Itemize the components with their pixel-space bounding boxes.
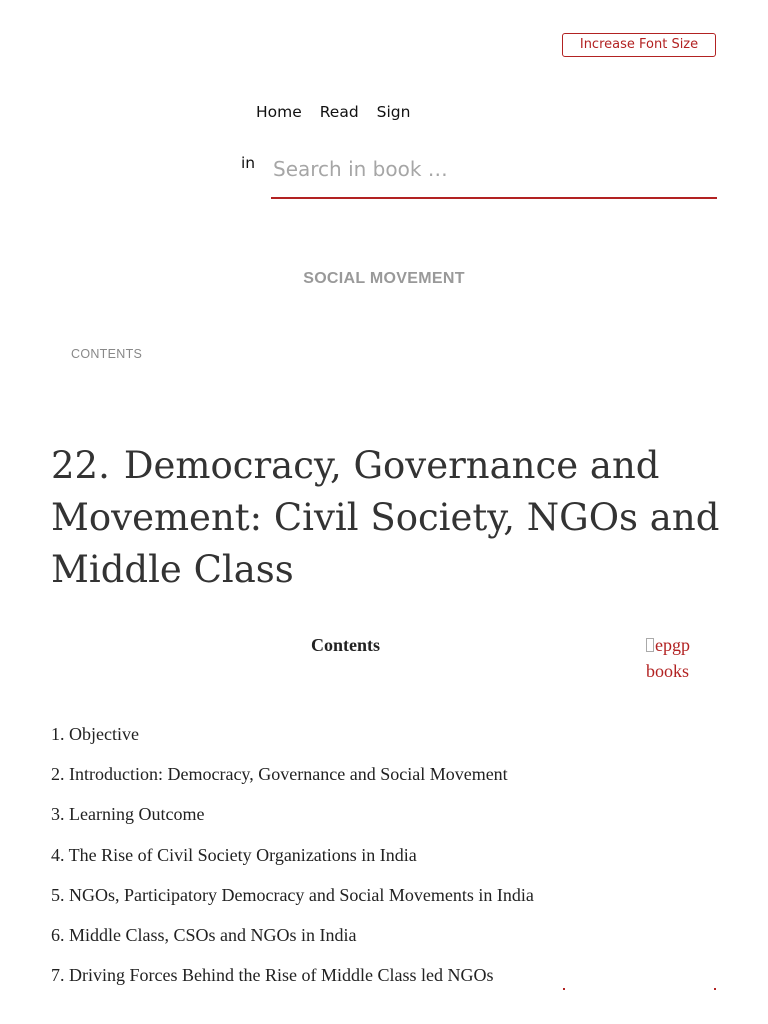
nav-home-link[interactable]: Home xyxy=(256,103,302,121)
chapter-title-text: Democracy, Governance and Movement: Civil Society, NGOs and Middle Class xyxy=(51,444,720,591)
nav-read-link[interactable]: Read xyxy=(319,103,359,121)
epgp-logo-alt-text: epgp books xyxy=(646,635,690,681)
divider-mark xyxy=(714,988,716,990)
contents-list-item[interactable]: 5. NGOs, Participatory Democracy and Social Movements in India xyxy=(51,884,534,905)
nav-sign-in-link-wrap[interactable]: in xyxy=(241,154,256,172)
contents-heading: Contents xyxy=(311,635,381,655)
contents-list-item[interactable]: 1. Objective xyxy=(51,724,139,744)
broken-image-icon xyxy=(646,638,654,652)
contents-list-item[interactable]: 3. Learning Outcome xyxy=(51,804,205,825)
contents-list-item[interactable]: 7. Driving Forces Behind the Rise of Middle Class led NGOs xyxy=(51,965,494,986)
epgp-logo-image[interactable] xyxy=(646,632,726,684)
contents-list-item[interactable]: 4. The Rise of Civil Society Organizations in India xyxy=(51,844,417,865)
chapter-title xyxy=(51,440,731,596)
main-nav xyxy=(256,103,423,121)
book-title[interactable]: SOCIAL MOVEMENT xyxy=(303,270,465,287)
contents-list xyxy=(51,723,534,1004)
contents-link[interactable]: CONTENTS xyxy=(71,347,143,361)
increase-font-size-button[interactable]: Increase Font Size xyxy=(562,33,716,57)
contents-list-item[interactable]: 2. Introduction: Democracy, Governance and Social Movement xyxy=(51,764,508,785)
divider-mark xyxy=(563,988,565,990)
search-input[interactable] xyxy=(271,141,717,199)
contents-list-item[interactable]: 6. Middle Class, CSOs and NGOs in India xyxy=(51,924,357,945)
nav-sign-in-link[interactable]: Sign xyxy=(376,103,411,121)
chapter-number: 22. xyxy=(51,444,110,487)
